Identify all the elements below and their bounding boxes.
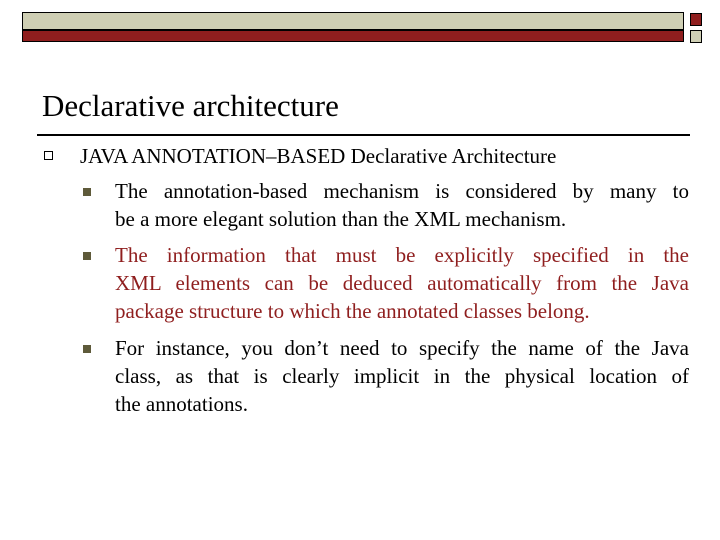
square-bullet-icon xyxy=(83,345,91,353)
slide-title: Declarative architecture xyxy=(42,88,339,123)
header-bar-olive xyxy=(22,12,684,30)
sub-point-1-line-2: be a more elegant solution than the XML mechanism. xyxy=(115,207,567,231)
sub-point-2-line-2: XML elements can be deduced automatically from the Java xyxy=(115,271,689,295)
sub-point-3 xyxy=(115,334,689,418)
hollow-square-bullet-icon xyxy=(44,151,53,160)
square-bullet-icon xyxy=(83,188,91,196)
main-point: JAVA ANNOTATION–BASED Declarative Architecture xyxy=(80,144,557,168)
sub-point-3-line-3: the annotations. xyxy=(115,392,248,416)
sub-point-2-line-1: The information that must be explicitly specified in the xyxy=(115,243,689,267)
square-bullet-icon xyxy=(83,252,91,260)
sub-point-3-line-1: For instance, you don’t need to specify the name of the Java xyxy=(115,336,689,360)
header-bar-maroon xyxy=(22,30,684,42)
header-square-maroon xyxy=(690,13,702,26)
sub-point-2 xyxy=(115,241,689,325)
header-square-olive xyxy=(690,30,702,43)
sub-point-3-line-2: class, as that is clearly implicit in the physical location of xyxy=(115,364,689,388)
sub-point-1-line-1: The annotation-based mechanism is considered by many to xyxy=(115,179,689,203)
sub-point-1 xyxy=(115,177,689,233)
title-divider xyxy=(37,134,690,136)
sub-point-2-line-3: package structure to which the annotated classes belong. xyxy=(115,299,590,323)
